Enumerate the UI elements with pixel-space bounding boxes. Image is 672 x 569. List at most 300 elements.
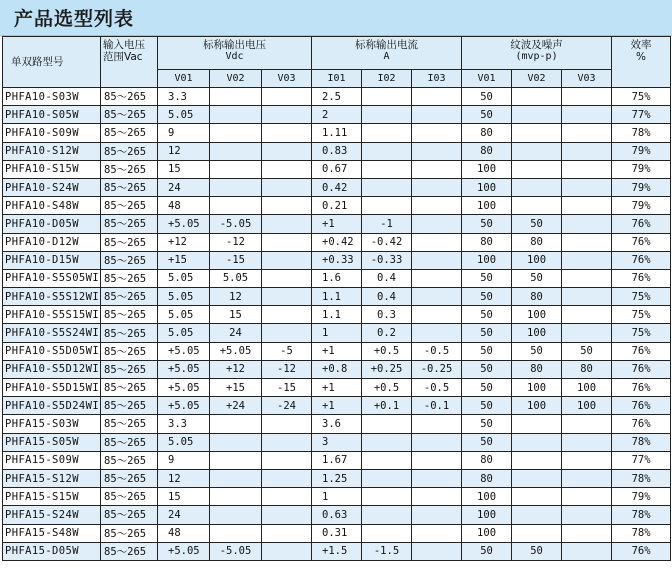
- cell-iout-3: [412, 269, 462, 287]
- cell-vout-3: [262, 269, 312, 287]
- cell-iout-3: [412, 415, 462, 433]
- cell-iout-2: [362, 124, 412, 142]
- cell-vout-2: [210, 160, 262, 178]
- header-i02: I02: [362, 70, 412, 88]
- cell-iout-2: [362, 88, 412, 106]
- cell-ripple-1: 50: [462, 288, 512, 306]
- table-row: [3, 178, 671, 196]
- header-input-range: 输入电压 范围Vac: [101, 37, 158, 88]
- cell-model: PHFA10-S09W: [3, 124, 101, 142]
- cell-input-range: 85～265: [101, 433, 158, 451]
- cell-vout-1: 15: [158, 488, 210, 506]
- cell-ripple-3: [562, 197, 612, 215]
- cell-model: PHFA10-S5D05WI: [3, 342, 101, 360]
- cell-iout-3: [412, 106, 462, 124]
- cell-model: PHFA10-S5D15WI: [3, 379, 101, 397]
- cell-iout-1: +1: [312, 397, 362, 415]
- cell-efficiency: 79%: [612, 178, 671, 196]
- table-row: [3, 215, 671, 233]
- cell-iout-2: [362, 524, 412, 542]
- cell-iout-2: +0.1: [362, 397, 412, 415]
- table-header: [3, 37, 671, 88]
- cell-ripple-2: 50: [512, 269, 562, 287]
- cell-iout-3: [412, 433, 462, 451]
- cell-vout-1: +12: [158, 233, 210, 251]
- cell-iout-1: +1: [312, 379, 362, 397]
- cell-ripple-3: [562, 488, 612, 506]
- cell-ripple-1: 80: [462, 124, 512, 142]
- cell-model: PHFA15-S48W: [3, 524, 101, 542]
- cell-ripple-1: 100: [462, 524, 512, 542]
- cell-vout-2: +15: [210, 379, 262, 397]
- cell-ripple-2: 100: [512, 251, 562, 269]
- cell-ripple-1: 80: [462, 451, 512, 469]
- cell-ripple-3: [562, 124, 612, 142]
- cell-vout-3: [262, 324, 312, 342]
- cell-vout-1: +15: [158, 251, 210, 269]
- table-row: [3, 233, 671, 251]
- cell-ripple-2: [512, 124, 562, 142]
- cell-model: PHFA15-D05W: [3, 542, 101, 560]
- cell-ripple-1: 50: [462, 542, 512, 560]
- cell-ripple-2: 100: [512, 379, 562, 397]
- table-row: [3, 415, 671, 433]
- cell-iout-3: [412, 488, 462, 506]
- cell-ripple-2: [512, 88, 562, 106]
- table-row: [3, 142, 671, 160]
- table-row: [3, 88, 671, 106]
- cell-ripple-2: 100: [512, 306, 562, 324]
- cell-iout-1: 3: [312, 433, 362, 451]
- cell-ripple-2: [512, 197, 562, 215]
- cell-efficiency: 76%: [612, 397, 671, 415]
- cell-vout-2: +5.05: [210, 342, 262, 360]
- cell-ripple-1: 50: [462, 106, 512, 124]
- header-ripple-v03: V03: [562, 70, 612, 88]
- cell-iout-1: 1: [312, 324, 362, 342]
- cell-vout-3: [262, 288, 312, 306]
- cell-iout-3: [412, 288, 462, 306]
- cell-efficiency: 76%: [612, 269, 671, 287]
- cell-model: PHFA15-S15W: [3, 488, 101, 506]
- cell-iout-2: [362, 415, 412, 433]
- cell-ripple-3: [562, 324, 612, 342]
- cell-vout-2: [210, 142, 262, 160]
- cell-input-range: 85～265: [101, 451, 158, 469]
- cell-input-range: 85～265: [101, 142, 158, 160]
- cell-iout-1: 3.6: [312, 415, 362, 433]
- cell-ripple-2: 50: [512, 342, 562, 360]
- cell-ripple-1: 50: [462, 324, 512, 342]
- cell-vout-1: 15: [158, 160, 210, 178]
- cell-vout-3: [262, 415, 312, 433]
- cell-vout-3: [262, 178, 312, 196]
- header-eff-unit: %: [636, 51, 647, 63]
- cell-input-range: 85～265: [101, 324, 158, 342]
- header-vout-label: 标称输出电压: [203, 39, 266, 51]
- cell-ripple-1: 50: [462, 433, 512, 451]
- cell-vout-2: +24: [210, 397, 262, 415]
- cell-iout-2: [362, 160, 412, 178]
- cell-ripple-1: 50: [462, 379, 512, 397]
- cell-ripple-2: 100: [512, 397, 562, 415]
- cell-vout-2: [210, 469, 262, 487]
- header-vout-group: [158, 37, 312, 70]
- cell-iout-3: [412, 124, 462, 142]
- cell-iout-1: 2: [312, 106, 362, 124]
- cell-iout-3: [412, 451, 462, 469]
- table-row: [3, 433, 671, 451]
- cell-input-range: 85～265: [101, 506, 158, 524]
- cell-ripple-3: [562, 506, 612, 524]
- cell-ripple-1: 50: [462, 215, 512, 233]
- cell-ripple-1: 80: [462, 142, 512, 160]
- cell-efficiency: 79%: [612, 197, 671, 215]
- cell-vout-2: [210, 106, 262, 124]
- table-row: [3, 360, 671, 378]
- cell-iout-1: 1.67: [312, 451, 362, 469]
- cell-vout-1: +5.05: [158, 360, 210, 378]
- cell-efficiency: 75%: [612, 324, 671, 342]
- cell-iout-3: [412, 506, 462, 524]
- cell-model: PHFA10-D12W: [3, 233, 101, 251]
- cell-vout-1: 5.05: [158, 288, 210, 306]
- cell-efficiency: 78%: [612, 524, 671, 542]
- page-title: 产品选型列表: [14, 8, 135, 30]
- cell-ripple-1: 50: [462, 415, 512, 433]
- cell-iout-1: 1.11: [312, 124, 362, 142]
- cell-ripple-2: 80: [512, 360, 562, 378]
- cell-vout-2: [210, 451, 262, 469]
- cell-vout-3: [262, 306, 312, 324]
- table-row: [3, 251, 671, 269]
- cell-vout-3: [262, 469, 312, 487]
- cell-ripple-3: [562, 415, 612, 433]
- cell-input-range: 85～265: [101, 415, 158, 433]
- cell-ripple-2: 80: [512, 288, 562, 306]
- cell-input-range: 85～265: [101, 124, 158, 142]
- table-body: [3, 88, 671, 561]
- cell-model: PHFA10-D15W: [3, 251, 101, 269]
- cell-ripple-2: 100: [512, 324, 562, 342]
- header-iout-label: 标称输出电流: [355, 39, 419, 51]
- cell-iout-2: [362, 433, 412, 451]
- cell-efficiency: 77%: [612, 451, 671, 469]
- cell-iout-2: 0.4: [362, 288, 412, 306]
- cell-vout-2: [210, 433, 262, 451]
- table-row: [3, 397, 671, 415]
- cell-iout-3: [412, 178, 462, 196]
- cell-vout-3: [262, 215, 312, 233]
- cell-input-range: 85～265: [101, 215, 158, 233]
- cell-vout-1: 12: [158, 142, 210, 160]
- cell-ripple-3: [562, 88, 612, 106]
- cell-vout-3: [262, 142, 312, 160]
- cell-vout-3: [262, 433, 312, 451]
- cell-ripple-3: [562, 178, 612, 196]
- cell-vout-2: [210, 197, 262, 215]
- cell-iout-3: -0.25: [412, 360, 462, 378]
- table-row: [3, 160, 671, 178]
- cell-vout-3: -12: [262, 360, 312, 378]
- cell-vout-3: [262, 488, 312, 506]
- header-iout-group: [312, 37, 462, 70]
- header-i01: I01: [312, 70, 362, 88]
- table-row: [3, 524, 671, 542]
- cell-iout-2: 0.3: [362, 306, 412, 324]
- cell-iout-3: -0.5: [412, 379, 462, 397]
- cell-efficiency: 79%: [612, 142, 671, 160]
- cell-ripple-2: [512, 415, 562, 433]
- cell-iout-2: -1.5: [362, 542, 412, 560]
- cell-input-range: 85～265: [101, 360, 158, 378]
- cell-ripple-1: 50: [462, 360, 512, 378]
- cell-iout-3: [412, 469, 462, 487]
- table-row: [3, 306, 671, 324]
- cell-ripple-2: 50: [512, 542, 562, 560]
- cell-iout-2: 0.2: [362, 324, 412, 342]
- cell-iout-2: [362, 197, 412, 215]
- cell-ripple-2: [512, 178, 562, 196]
- header-ripple-label: 纹波及噪声: [510, 39, 563, 51]
- cell-iout-2: +0.5: [362, 379, 412, 397]
- cell-vout-2: [210, 524, 262, 542]
- table-row: [3, 342, 671, 360]
- cell-vout-3: [262, 106, 312, 124]
- cell-vout-1: +5.05: [158, 215, 210, 233]
- cell-ripple-3: 100: [562, 379, 612, 397]
- cell-iout-2: [362, 142, 412, 160]
- cell-model: PHFA10-D05W: [3, 215, 101, 233]
- cell-ripple-3: [562, 160, 612, 178]
- cell-iout-2: [362, 178, 412, 196]
- table-row: [3, 197, 671, 215]
- cell-model: PHFA10-S24W: [3, 178, 101, 196]
- cell-ripple-2: [512, 106, 562, 124]
- cell-model: PHFA15-S12W: [3, 469, 101, 487]
- cell-iout-1: 0.31: [312, 524, 362, 542]
- cell-vout-2: [210, 88, 262, 106]
- cell-vout-1: 48: [158, 524, 210, 542]
- cell-input-range: 85～265: [101, 524, 158, 542]
- table-row: [3, 451, 671, 469]
- cell-efficiency: 75%: [612, 88, 671, 106]
- cell-vout-2: 12: [210, 288, 262, 306]
- cell-ripple-1: 100: [462, 160, 512, 178]
- cell-vout-3: [262, 197, 312, 215]
- cell-efficiency: 76%: [612, 251, 671, 269]
- cell-efficiency: 76%: [612, 215, 671, 233]
- cell-iout-3: [412, 197, 462, 215]
- header-vout-unit: Vdc: [225, 51, 244, 62]
- cell-vout-1: 5.05: [158, 306, 210, 324]
- table-row: [3, 542, 671, 560]
- cell-model: PHFA15-S05W: [3, 433, 101, 451]
- cell-iout-1: 0.67: [312, 160, 362, 178]
- cell-ripple-3: [562, 269, 612, 287]
- cell-ripple-1: 50: [462, 306, 512, 324]
- table-row: [3, 379, 671, 397]
- cell-ripple-2: [512, 524, 562, 542]
- cell-efficiency: 76%: [612, 542, 671, 560]
- cell-iout-2: [362, 488, 412, 506]
- cell-efficiency: 76%: [612, 233, 671, 251]
- cell-vout-1: 24: [158, 178, 210, 196]
- cell-ripple-2: 50: [512, 215, 562, 233]
- cell-iout-1: +0.33: [312, 251, 362, 269]
- cell-iout-3: [412, 251, 462, 269]
- cell-iout-3: [412, 542, 462, 560]
- cell-efficiency: 79%: [612, 160, 671, 178]
- cell-input-range: 85～265: [101, 197, 158, 215]
- table-row: [3, 288, 671, 306]
- cell-input-range: 85～265: [101, 342, 158, 360]
- cell-vout-3: [262, 542, 312, 560]
- cell-vout-1: +5.05: [158, 397, 210, 415]
- cell-vout-3: -24: [262, 397, 312, 415]
- cell-vout-3: -5: [262, 342, 312, 360]
- cell-vout-3: [262, 251, 312, 269]
- cell-input-range: 85～265: [101, 397, 158, 415]
- cell-iout-2: +0.25: [362, 360, 412, 378]
- cell-ripple-2: [512, 160, 562, 178]
- cell-input-range: 85～265: [101, 178, 158, 196]
- table-row: [3, 106, 671, 124]
- cell-ripple-1: 100: [462, 506, 512, 524]
- cell-vout-1: 24: [158, 506, 210, 524]
- cell-model: PHFA10-S5D12WI: [3, 360, 101, 378]
- cell-iout-1: 1.1: [312, 306, 362, 324]
- table-row: [3, 124, 671, 142]
- cell-vout-3: [262, 160, 312, 178]
- header-v02: V02: [210, 70, 262, 88]
- cell-iout-1: +0.42: [312, 233, 362, 251]
- cell-efficiency: 76%: [612, 415, 671, 433]
- cell-vout-1: 12: [158, 469, 210, 487]
- header-ripple-v01: V01: [462, 70, 512, 88]
- cell-ripple-3: [562, 524, 612, 542]
- cell-ripple-3: 50: [562, 342, 612, 360]
- cell-ripple-1: 100: [462, 251, 512, 269]
- cell-efficiency: 75%: [612, 306, 671, 324]
- cell-iout-3: [412, 88, 462, 106]
- table-row: [3, 324, 671, 342]
- cell-ripple-2: [512, 433, 562, 451]
- cell-vout-3: [262, 124, 312, 142]
- table-row: [3, 488, 671, 506]
- cell-iout-1: 1.25: [312, 469, 362, 487]
- cell-model: PHFA10-S12W: [3, 142, 101, 160]
- cell-efficiency: 76%: [612, 379, 671, 397]
- cell-iout-1: +1: [312, 215, 362, 233]
- cell-vout-2: [210, 415, 262, 433]
- cell-efficiency: 78%: [612, 506, 671, 524]
- cell-model: PHFA10-S03W: [3, 88, 101, 106]
- header-eff-label: 效率: [630, 39, 652, 51]
- cell-vout-3: [262, 88, 312, 106]
- cell-iout-1: 1.1: [312, 288, 362, 306]
- cell-efficiency: 77%: [612, 106, 671, 124]
- cell-efficiency: 78%: [612, 433, 671, 451]
- cell-iout-3: [412, 324, 462, 342]
- table-row: [3, 506, 671, 524]
- cell-iout-2: -1: [362, 215, 412, 233]
- table-row: [3, 469, 671, 487]
- cell-model: PHFA10-S05W: [3, 106, 101, 124]
- cell-vout-1: +5.05: [158, 542, 210, 560]
- cell-vout-1: +5.05: [158, 342, 210, 360]
- cell-ripple-1: 100: [462, 488, 512, 506]
- cell-model: PHFA10-S5S24WI: [3, 324, 101, 342]
- cell-vout-1: 48: [158, 197, 210, 215]
- cell-ripple-2: [512, 142, 562, 160]
- cell-iout-1: 0.21: [312, 197, 362, 215]
- cell-input-range: 85～265: [101, 288, 158, 306]
- cell-input-range: 85～265: [101, 251, 158, 269]
- cell-efficiency: 79%: [612, 488, 671, 506]
- header-ripple-group: [462, 37, 612, 70]
- cell-model: PHFA10-S5D24WI: [3, 397, 101, 415]
- cell-model: PHFA10-S48W: [3, 197, 101, 215]
- cell-ripple-1: 50: [462, 88, 512, 106]
- header-v01: V01: [158, 70, 210, 88]
- cell-vout-2: 5.05: [210, 269, 262, 287]
- cell-ripple-3: [562, 106, 612, 124]
- cell-vout-2: 24: [210, 324, 262, 342]
- cell-vout-2: 15: [210, 306, 262, 324]
- cell-ripple-3: 80: [562, 360, 612, 378]
- cell-model: PHFA10-S15W: [3, 160, 101, 178]
- cell-vout-2: -5.05: [210, 542, 262, 560]
- cell-iout-3: [412, 142, 462, 160]
- cell-ripple-1: 80: [462, 469, 512, 487]
- cell-ripple-3: [562, 251, 612, 269]
- cell-iout-1: +1: [312, 342, 362, 360]
- product-table: [2, 36, 671, 561]
- cell-iout-3: [412, 160, 462, 178]
- cell-iout-2: [362, 106, 412, 124]
- cell-iout-1: 1: [312, 488, 362, 506]
- cell-iout-1: 0.63: [312, 506, 362, 524]
- cell-iout-1: 1.6: [312, 269, 362, 287]
- cell-iout-3: [412, 215, 462, 233]
- cell-vout-1: 3.3: [158, 415, 210, 433]
- cell-vout-2: -15: [210, 251, 262, 269]
- cell-iout-3: [412, 524, 462, 542]
- cell-iout-1: 0.42: [312, 178, 362, 196]
- cell-efficiency: 75%: [612, 288, 671, 306]
- cell-iout-2: -0.33: [362, 251, 412, 269]
- cell-ripple-3: [562, 542, 612, 560]
- cell-ripple-2: [512, 488, 562, 506]
- cell-ripple-1: 80: [462, 233, 512, 251]
- cell-input-range: 85～265: [101, 379, 158, 397]
- cell-efficiency: 78%: [612, 124, 671, 142]
- cell-iout-2: [362, 469, 412, 487]
- cell-model: PHFA10-S5S12WI: [3, 288, 101, 306]
- cell-vout-2: +12: [210, 360, 262, 378]
- table-row: [3, 269, 671, 287]
- cell-ripple-1: 50: [462, 342, 512, 360]
- header-model: 单双路型号: [3, 37, 101, 88]
- cell-vout-1: 9: [158, 124, 210, 142]
- cell-ripple-3: [562, 433, 612, 451]
- cell-vout-2: [210, 488, 262, 506]
- cell-vout-2: [210, 178, 262, 196]
- cell-vout-1: 5.05: [158, 106, 210, 124]
- cell-model: PHFA15-S03W: [3, 415, 101, 433]
- header-efficiency: [612, 37, 671, 88]
